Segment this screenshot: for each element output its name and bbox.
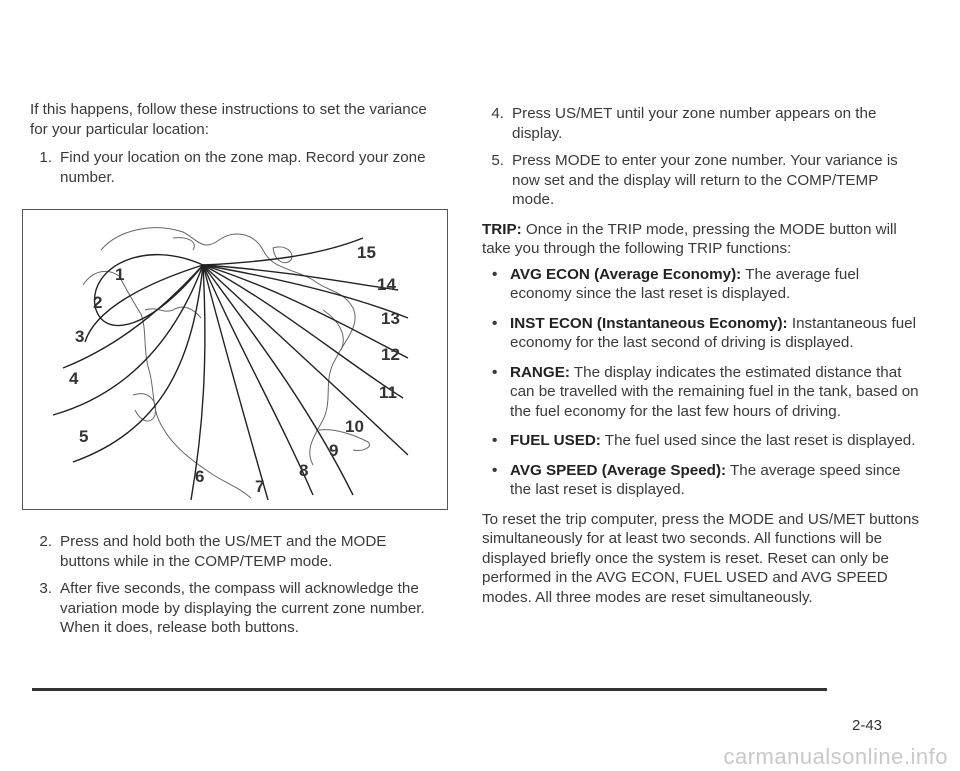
zone-label: 12 bbox=[381, 345, 400, 364]
step-text: Press US/MET until your zone number appears on the display. bbox=[512, 105, 877, 142]
trip-function-text bbox=[510, 431, 922, 451]
step-text: Find your location on the zone map. Record your zone number. bbox=[60, 149, 426, 186]
zone-label: 5 bbox=[79, 427, 89, 446]
zone-label: 7 bbox=[255, 477, 265, 496]
zone-label: 14 bbox=[377, 275, 396, 294]
step-text: Press MODE to enter your zone number. Your variance is now set and the display will return to the COMP/TEMP mode. bbox=[512, 152, 898, 208]
bullet-icon: • bbox=[492, 432, 498, 449]
right-column bbox=[482, 104, 922, 607]
trip-function-item bbox=[482, 314, 922, 353]
trip-function-item bbox=[482, 363, 922, 422]
trip-function-text bbox=[510, 461, 922, 500]
zone-label: 4 bbox=[69, 369, 79, 388]
map-coastlines bbox=[83, 228, 370, 498]
step-text: Press and hold both the US/MET and the MODE buttons while in the COMP/TEMP mode. bbox=[60, 533, 387, 570]
trip-function-term: INST ECON (Instantaneous Economy): bbox=[510, 314, 788, 332]
trip-function-description: Instantaneous fuel economy for the last second of driving is displayed. bbox=[510, 314, 916, 351]
zone-label: 2 bbox=[93, 293, 103, 312]
page-number: 2-43 bbox=[852, 717, 883, 734]
zone-label: 9 bbox=[329, 441, 339, 460]
trip-function-list bbox=[482, 265, 922, 500]
instruction-step bbox=[482, 104, 922, 143]
trip-function-item bbox=[482, 431, 922, 451]
zone-map bbox=[22, 209, 448, 510]
zone-lines bbox=[53, 238, 408, 500]
zone-label: 3 bbox=[75, 327, 85, 346]
step-number: 1. bbox=[39, 149, 52, 166]
zone-label: 13 bbox=[381, 309, 400, 328]
trip-function-description: The average fuel economy since the last reset is displayed. bbox=[510, 265, 860, 302]
zone-label: 1 bbox=[115, 265, 125, 284]
trip-function-description: The average speed since the last reset is displayed. bbox=[510, 461, 901, 498]
step-text: After five seconds, the compass will acknowledge the variation mode by displaying the current zone number. When it does, release both buttons. bbox=[60, 580, 425, 636]
step-number: 4. bbox=[491, 105, 504, 122]
zone-label: 10 bbox=[345, 417, 364, 436]
instruction-step bbox=[30, 148, 440, 187]
zone-label: 15 bbox=[357, 243, 376, 262]
watermark: carmanualsonline.info bbox=[723, 744, 948, 769]
bullet-icon: • bbox=[492, 461, 498, 479]
steps-right bbox=[482, 104, 922, 210]
trip-function-item bbox=[482, 265, 922, 304]
bullet-icon: • bbox=[492, 314, 498, 332]
trip-label: TRIP: bbox=[482, 220, 522, 238]
trip-function-term: AVG SPEED (Average Speed): bbox=[510, 461, 727, 479]
trip-function-term: AVG ECON (Average Economy): bbox=[510, 265, 742, 283]
trip-function-description: The fuel used since the last reset is displayed. bbox=[600, 432, 916, 449]
step-number: 2. bbox=[39, 533, 52, 550]
trip-text: Once in the TRIP mode, pressing the MODE button will take you through the following TRIP functions: bbox=[482, 220, 897, 257]
trip-function-description: The display indicates the estimated distance that can be travelled with the remaining fuel in the tank, based on the fuel economy for the last few hours of driving. bbox=[510, 363, 919, 420]
trip-function-term: FUEL USED: bbox=[510, 432, 601, 449]
zone-map-graphic bbox=[23, 210, 446, 508]
step-number: 5. bbox=[491, 152, 504, 169]
trip-function-text bbox=[510, 314, 922, 353]
trip-paragraph bbox=[482, 220, 922, 259]
reset-paragraph: To reset the trip computer, press the MODE and US/MET buttons simultaneously for at least two seconds. All functions will be displayed briefly once the system is reset. Reset can only be performed in the AVG ECON, FUEL USED and AVG SPEED modes. All three modes are reset simultaneously. bbox=[482, 510, 919, 606]
zone-label: 8 bbox=[299, 461, 309, 480]
zone-label: 11 bbox=[379, 383, 397, 402]
intro-paragraph: If this happens, follow these instructions to set the variance for your particular location: bbox=[30, 101, 427, 138]
zone-labels bbox=[69, 243, 400, 496]
instruction-step bbox=[30, 532, 440, 571]
instruction-step bbox=[30, 579, 440, 638]
step-number: 3. bbox=[39, 580, 52, 597]
left-column bbox=[30, 100, 440, 646]
steps-top bbox=[30, 148, 440, 187]
zone-label: 6 bbox=[195, 467, 205, 486]
instruction-step bbox=[482, 151, 922, 210]
trip-function-text bbox=[510, 363, 922, 422]
trip-function-item bbox=[482, 461, 922, 500]
bullet-icon: • bbox=[492, 363, 498, 381]
trip-function-text bbox=[510, 265, 922, 304]
trip-function-term: RANGE: bbox=[510, 363, 570, 381]
steps-bottom bbox=[30, 532, 440, 638]
footer-rule bbox=[32, 688, 827, 691]
bullet-icon: • bbox=[492, 265, 498, 283]
